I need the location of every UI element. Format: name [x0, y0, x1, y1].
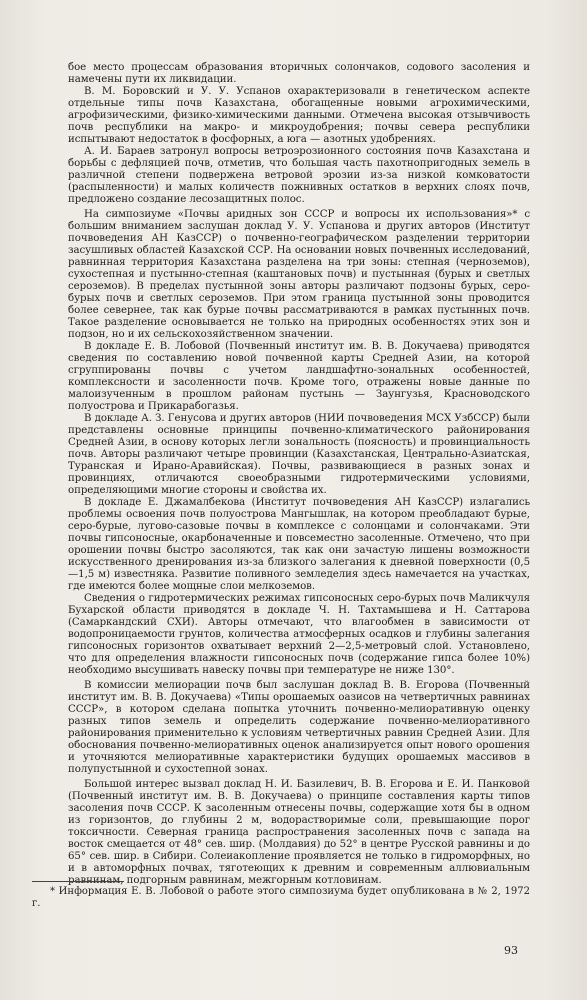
- paragraph-2: А. И. Бараев затронул вопросы ветроэрозионного состояния почв Казахстана и борьбы с дефляцией почв, отметив, что большая часть пахотнопригодных земель в различной степени подвержена ветровой эрозии из-за низкой комковатости (распыленности) и малых количеств пожнивных остатков в верхних слоях почв, предложено создание лесозащитных полос.: [68, 146, 530, 205]
- paragraph-1: В. М. Боровский и У. У. Успанов охарактеризовали в генетическом аспекте отдельные типы почв Казахстана, обогащенные новыми агрохимическими, агрофизическими, физико-химическими данными. Отмечена высокая отзывчивость почв республики на макро- и микроудобрения; почвы севера республики испытывают недостаток в фосфорных, а юга — азотных удобрениях.: [68, 86, 530, 145]
- paragraph-7: Сведения о гидротермических режимах гипсоносных серо-бурых почв Маликчуля Бухарской области приводятся в докладе Ч. Н. Тахтамышева и Н. Саттарова (Самаркандский СХИ). Авторы отмечают, что влагообмен в зависимости от водопроницаемости грунтов, количества атмосферных осадков и глубины залегания гипсоносных горизонтов охватывает верхний 2—2,5-метровый слой. Установлено, что для определения влажности гипсоносных почв (содержание гипса более 10%) необходимо высушивать навеску почвы при температуре не ниже 130°.: [68, 593, 530, 676]
- main-text: [68, 62, 530, 887]
- paragraph-5: В докладе А. З. Генусова и других авторов (НИИ почвоведения МСХ УзбССР) были представлены основные принципы почвенно-климатического районирования Средней Азии, в основу которых легли зональность (поясность) и провинциальность почв. Авторы различают четыре провинции (Казахстанская, Центрально-Азиатская, Туранская и Ирано-Аравийская). Почвы, развивающиеся в разных зонах и провинциях, отличаются своеобразными гидротермическими условиями, определяющими многие стороны и свойства их.: [68, 413, 531, 496]
- paragraph-0: бое место процессам образования вторичных солончаков, содового засоления и намечены пути их ликвидации.: [68, 62, 530, 85]
- paragraph-8: В комиссии мелиорации почв был заслушан доклад В. В. Егорова (Почвенный институт им. В. В. Докучаева) «Типы орошаемых оазисов на четвертичных равнинах СССР», в котором сделана попытка уточнить почвенно-мелиоративную оценку разных типов земель и определить содержание почвенно-мелиоративного районирования применительно к условиям четвертичных равнин Средней Азии. Для обоснования почвенно-мелиоративных оценок анализируется опыт нового орошения и уточняются мелиоративные характеристики будущих орошаемых массивов в полупустынной и сухостепной зонах.: [68, 680, 530, 775]
- footnote: [32, 886, 530, 910]
- paragraph-3: На симпозиуме «Почвы аридных зон СССР и вопросы их использования»* с большим вниманием заслушан доклад У. У. Успанова и других авторов (Институт почвоведения АН КазССР) о почвенно-географическом разделении территории засушливых областей Казахской ССР. На основании новых почвенных исследований, равнинная территория Казахстана разделена на три зоны: степная (черноземов), сухостепная и пустынно-степная (каштановых почв) и пустынная (бурых и светлых сероземов). В пределах пустынной зоны авторы различают подзоны бурых, серо-бурых почв и светлых сероземов. При этом граница пустынной зоны проводится более севернее, так как бурые почвы рассматриваются в рамках пустынных почв. Такое разделение основывается не только на природных особенностях этих зон и подзон, но и их сельскохозяйственном значении.: [68, 209, 530, 340]
- paragraph-6: В докладе Е. Джамалбекова (Институт почвоведения АН КазССР) излагались проблемы освоения почв полуострова Мангышлак, на котором преобладают бурые, серо-бурые, лугово-сазовые почвы в комплексе с солонцами и солончаками. Эти почвы гипсоносные, окарбоначенные и повсеместно засоленные. Отмечено, что при орошении почвы быстро засоляются, так как они зачастую лишены возможности искусственного дренирования из-за близкого залегания к дневной поверхности (0,5—1,5 м) известняка. Развитие поливного земледелия здесь намечается на участках, где имеются более мощные слои мелкоземов.: [68, 497, 530, 592]
- paragraph-4: В докладе Е. В. Лобовой (Почвенный институт им. В. В. Докучаева) приводятся сведения по составлению новой почвенной карты Средней Азии, на которой сгруппированы почвы с учетом ландшафтно-зональных особенностей, комплексности и засоленности почв. Кроме того, отражены новые данные по малоизученным в прошлом районам пустынь — Заунгузья, Красноводского полуострова и Прикарабогазья.: [68, 341, 530, 412]
- paragraph-9: Большой интерес вызвал доклад Н. И. Базилевич, В. В. Егорова и Е. И. Панковой (Почвенный институт им. В. В. Докучаева) о принципе составления карты типов засоления почв СССР. К засоленным отнесены почвы, содержащие хотя бы в одном из горизонтов, до глубины 2 м, водорастворимые соли, превышающие порог токсичности. Северная граница распространения засоленных почв с запада на восток смещается от 48° сев. шир. (Молдавия) до 52° в центре Русской равнины и до 65° сев. шир. в Сибири. Солеиакопление проявляется не только в гидроморфных, но и в автоморфных почвах, тяготеющих к древним и современным аллювиальным равнинам, подгорным равнинам, межгорным котловинам.: [68, 779, 530, 886]
- footnote-divider: [32, 881, 124, 882]
- page-number: 93: [504, 944, 518, 957]
- footnote-text: * Информация Е. В. Лобовой о работе этого симпозиума будет опубликована в № 2, 1972 г.: [32, 886, 530, 909]
- page-shadow: [547, 0, 587, 1000]
